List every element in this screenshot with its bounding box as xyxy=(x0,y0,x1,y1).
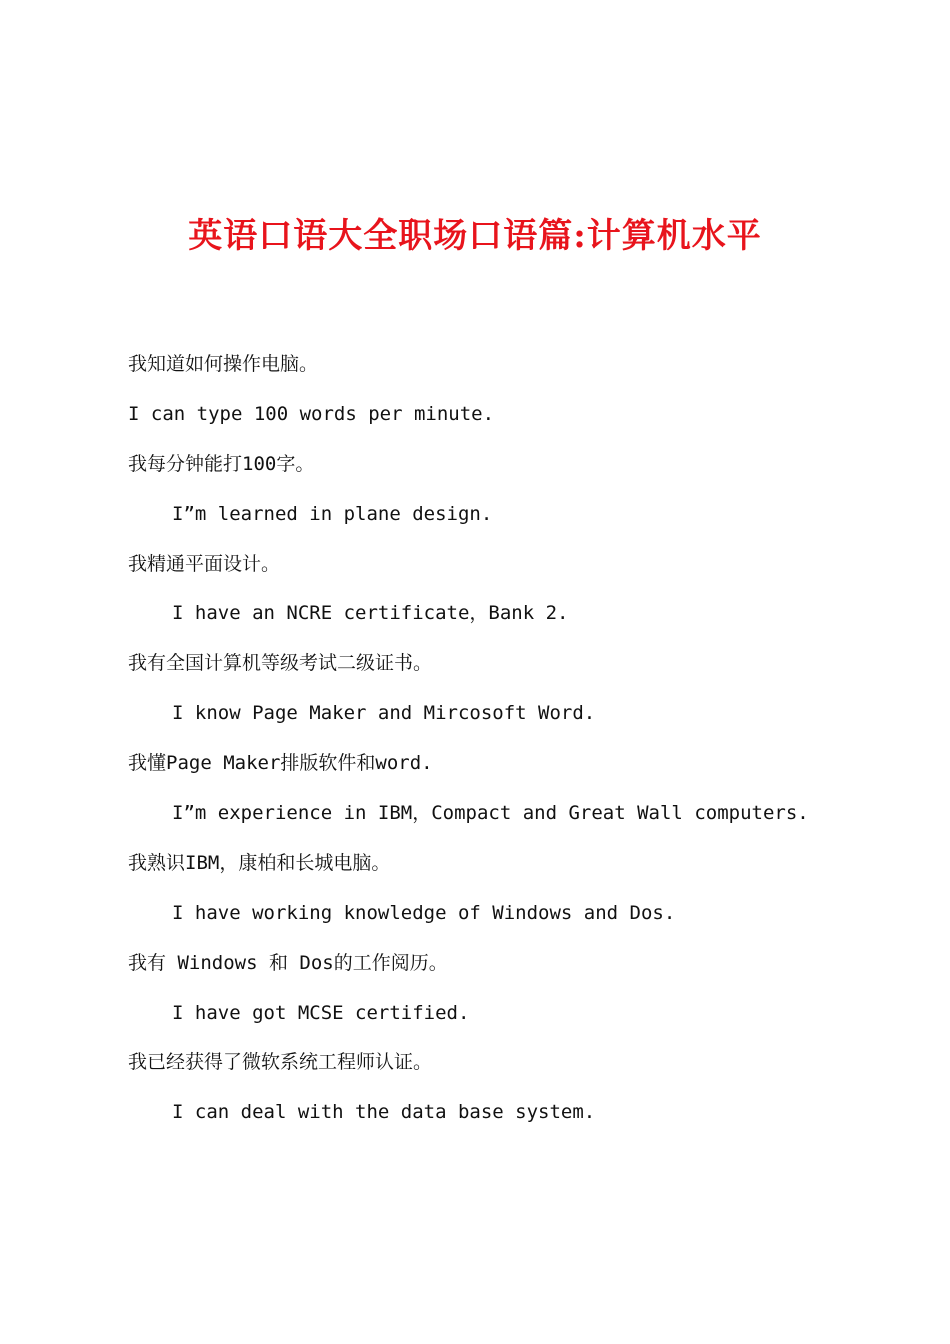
text-line: 我懂Page Maker排版软件和word. xyxy=(128,752,433,775)
text-line: 我已经获得了微软系统工程师认证。 xyxy=(128,1051,433,1074)
document-body xyxy=(128,347,928,1145)
text-line: I have an NCRE certificate，Bank 2. xyxy=(172,602,569,625)
text-line: 我有 Windows 和 Dos的工作阅历。 xyxy=(128,951,448,974)
text-line: 我有全国计算机等级考试二级证书。 xyxy=(128,652,433,675)
text-line: 我熟识IBM，康柏和长城电脑。 xyxy=(128,851,391,874)
text-line: I”m experience in IBM，Compact and Great Wall computers. xyxy=(172,802,809,825)
text-line: I can deal with the data base system. xyxy=(172,1101,596,1124)
text-line: I have got MCSE certified. xyxy=(172,1001,470,1024)
text-line: 我知道如何操作电脑。 xyxy=(128,353,319,375)
text-line: I have working knowledge of Windows and Dos. xyxy=(172,901,676,924)
text-line: I know Page Maker and Mircosoft Word. xyxy=(172,702,596,725)
text-line: I can type 100 words per minute. xyxy=(128,402,495,425)
document-title: 英语口语大全职场口语篇:计算机水平 xyxy=(188,216,762,256)
text-line: 我每分钟能打100字。 xyxy=(128,452,315,475)
text-line: 我精通平面设计。 xyxy=(128,552,281,575)
text-line: I”m learned in plane design. xyxy=(172,502,493,525)
